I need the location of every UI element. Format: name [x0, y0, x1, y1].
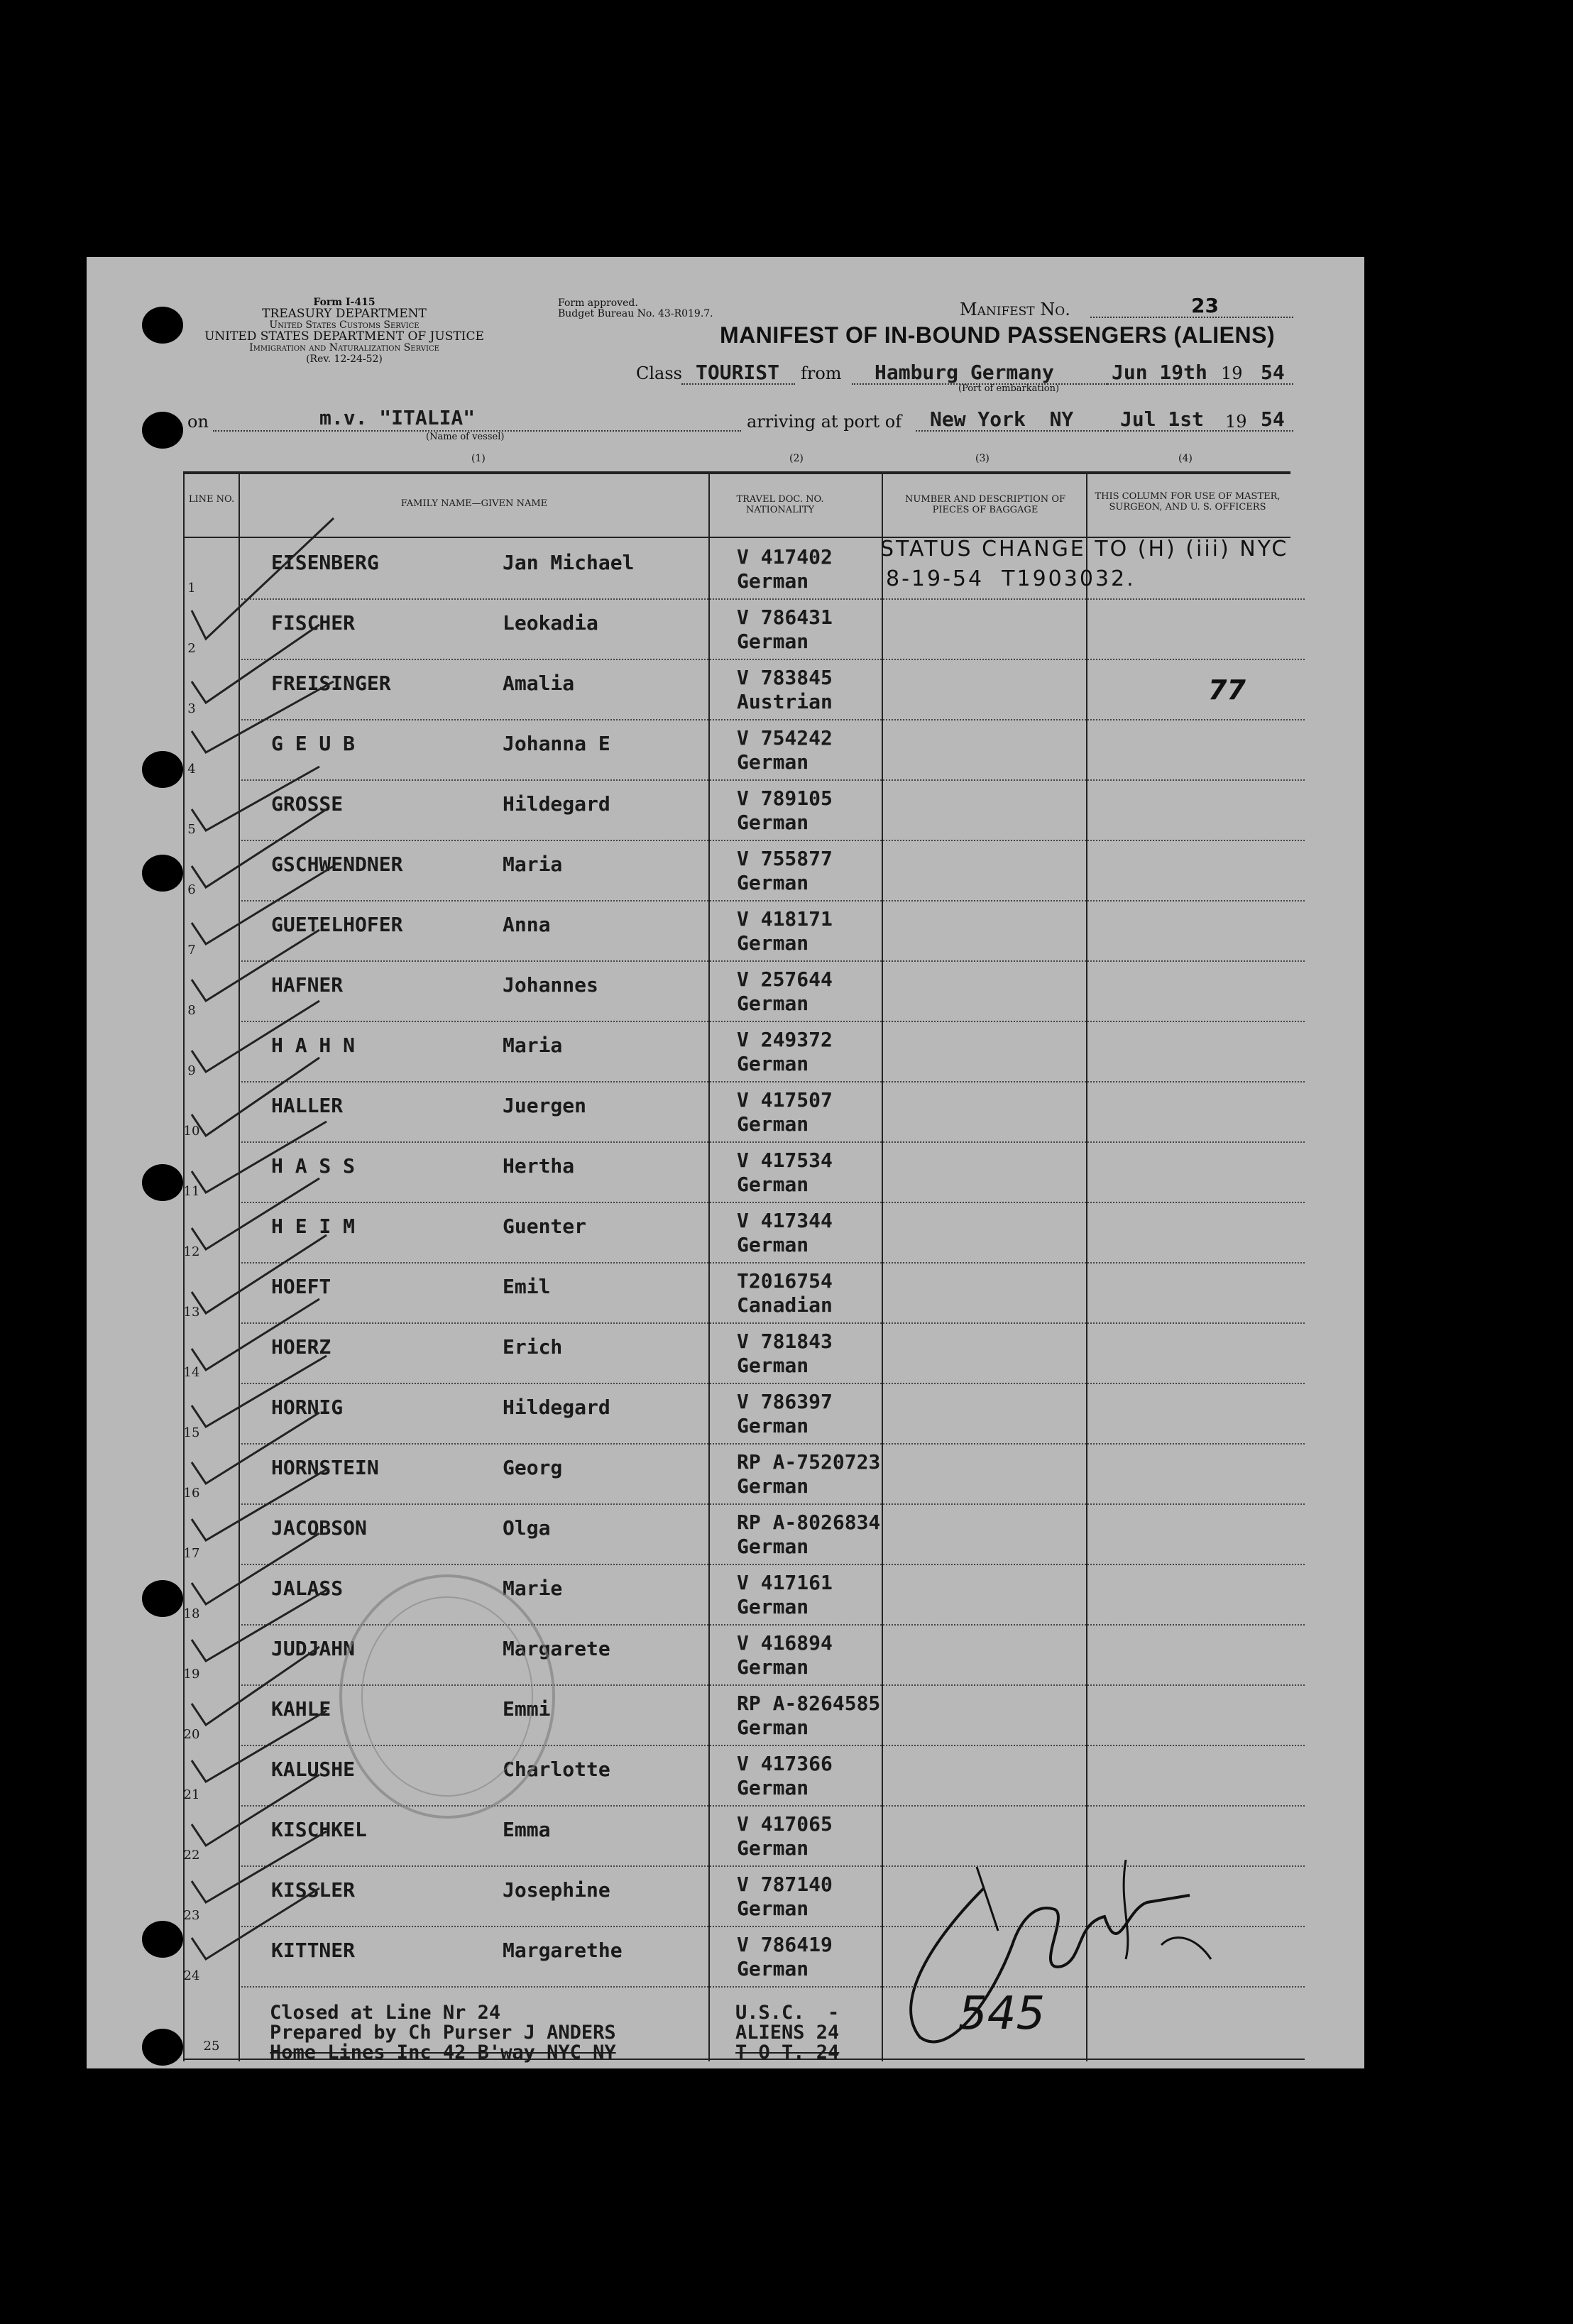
- line-number: 3: [187, 701, 196, 716]
- nationality: German: [737, 1595, 809, 1618]
- nationality: German: [737, 1776, 809, 1799]
- given-name: Marie: [503, 1577, 563, 1600]
- nationality: German: [737, 1716, 809, 1739]
- agency-justice-sub: Immigration and Naturalization Service: [249, 342, 439, 353]
- given-name: Leokadia: [503, 611, 598, 635]
- line-number: 25: [203, 2039, 220, 2054]
- family-name: KALUSHE: [271, 1758, 356, 1781]
- family-name: FREISINGER: [271, 672, 391, 695]
- given-name: Maria: [503, 853, 563, 876]
- family-name: HORNSTEIN: [271, 1456, 379, 1479]
- nationality: German: [737, 1112, 809, 1136]
- given-name: Margarete: [503, 1637, 610, 1660]
- line-number: 24: [183, 1968, 200, 1983]
- given-name: Olga: [503, 1516, 551, 1540]
- line-number: 16: [183, 1486, 200, 1501]
- arrival-date: Jul 1st: [1120, 407, 1205, 431]
- check-marks: [177, 511, 390, 2002]
- nationality: German: [737, 871, 809, 894]
- nationality: German: [737, 1233, 809, 1256]
- line-number: 14: [183, 1365, 200, 1380]
- arrival-port-line: [916, 430, 1107, 432]
- travel-doc-number: RP A-8026834: [737, 1511, 881, 1534]
- family-name: HORNIG: [271, 1396, 344, 1419]
- nationality: German: [737, 1414, 809, 1437]
- given-name: Emil: [503, 1275, 551, 1298]
- line-number: 11: [183, 1184, 200, 1199]
- col3-number: (3): [975, 453, 990, 464]
- given-name: Erich: [503, 1335, 563, 1359]
- travel-doc-number: V 786431: [737, 605, 833, 629]
- year-prefix-from: 19: [1221, 363, 1243, 383]
- travel-doc-number: RP A-8264585: [737, 1692, 881, 1715]
- given-name: Maria: [503, 1034, 563, 1057]
- given-name: Juergen: [503, 1094, 587, 1117]
- nationality: German: [737, 1655, 809, 1679]
- binder-hole: [142, 2029, 183, 2066]
- aliens-total: ALIENS 24: [735, 2022, 840, 2044]
- header-name: FAMILY NAME—GIVEN NAME: [400, 498, 548, 509]
- family-name: JUDJAHN: [271, 1637, 356, 1660]
- total-count: T O T. 24: [735, 2041, 840, 2063]
- family-name: H A H N: [271, 1034, 356, 1057]
- line-number: 19: [183, 1667, 200, 1682]
- header-line-no: LINE NO.: [188, 494, 235, 505]
- nationality: German: [737, 1836, 809, 1860]
- given-name: Hertha: [503, 1154, 575, 1178]
- family-name: FISCHER: [271, 611, 356, 635]
- class-label: Class: [636, 363, 682, 383]
- line-number: 9: [187, 1063, 196, 1078]
- status-change-note: STATUS CHANGE TO (H) (iii) NYC: [880, 537, 1289, 561]
- given-name: Jan Michael: [503, 551, 635, 574]
- line-number: 12: [183, 1244, 200, 1259]
- vessel-caption: (Name of vessel): [426, 432, 505, 442]
- given-name: Hildegard: [503, 1396, 610, 1419]
- given-name: Emma: [503, 1818, 551, 1841]
- given-name: Amalia: [503, 672, 575, 695]
- given-name: Josephine: [503, 1878, 610, 1902]
- family-name: KAHLE: [271, 1697, 331, 1721]
- given-name: Charlotte: [503, 1758, 610, 1781]
- nationality: German: [737, 1535, 809, 1558]
- shipping-line: Home Lines Inc 42 B'way NYC NY: [270, 2041, 616, 2063]
- line-number: 6: [187, 882, 196, 897]
- nationality: German: [737, 1474, 809, 1498]
- travel-doc-number: V 249372: [737, 1028, 833, 1051]
- agency-justice: UNITED STATES DEPARTMENT OF JUSTICE: [204, 329, 484, 344]
- form-approval: [558, 298, 713, 319]
- table-top-rule: [183, 471, 1290, 474]
- given-name: Emmi: [503, 1697, 551, 1721]
- travel-doc-number: V 787140: [737, 1873, 833, 1896]
- travel-doc-number: RP A-7520723: [737, 1450, 881, 1474]
- family-name: HOEFT: [271, 1275, 331, 1298]
- port-embarkation-caption: (Port of embarkation): [958, 383, 1060, 394]
- budget-bureau: Budget Bureau No. 43-R019.7.: [558, 308, 713, 319]
- nationality: German: [737, 1957, 809, 1980]
- travel-doc-number: V 417534: [737, 1149, 833, 1172]
- prepared-by: Prepared by Ch Purser J ANDERS: [270, 2022, 616, 2044]
- family-name: KISCHKEL: [271, 1818, 367, 1841]
- travel-doc-number: V 417366: [737, 1752, 833, 1775]
- page-title: MANIFEST OF IN-BOUND PASSENGERS (ALIENS): [720, 322, 1276, 348]
- binder-hole: [142, 412, 183, 449]
- officer-signature: [892, 1860, 1218, 2073]
- nationality: German: [737, 1354, 809, 1377]
- travel-doc-number: V 786419: [737, 1933, 833, 1956]
- line-number: 5: [187, 822, 196, 837]
- travel-doc-number: V 417161: [737, 1571, 833, 1594]
- line-number: 20: [183, 1727, 200, 1742]
- family-name: GUETELHOFER: [271, 913, 403, 936]
- manifest-number: 23: [1191, 294, 1219, 317]
- nationality: German: [737, 750, 809, 774]
- on-label: on: [187, 412, 209, 432]
- travel-doc-number: V 786397: [737, 1390, 833, 1413]
- nationality: German: [737, 931, 809, 955]
- col4-number: (4): [1178, 453, 1193, 464]
- approval-text: Form approved.: [558, 297, 638, 309]
- given-name: Anna: [503, 913, 551, 936]
- nationality: German: [737, 1897, 809, 1920]
- line-number: 13: [183, 1305, 200, 1320]
- travel-doc-number: T2016754: [737, 1269, 833, 1293]
- travel-doc-number: V 417065: [737, 1812, 833, 1836]
- row3-mark: 77: [1208, 674, 1246, 706]
- class-value: TOURIST: [696, 361, 780, 384]
- line-number: 23: [183, 1908, 200, 1923]
- line-number: 18: [183, 1606, 200, 1621]
- nationality: Canadian: [737, 1293, 833, 1317]
- header-officers: THIS COLUMN FOR USE OF MASTER, SURGEON, AND U. S. OFFICERS: [1095, 491, 1281, 513]
- signature-number: 545: [958, 1988, 1046, 2040]
- from-value: Hamburg Germany: [875, 361, 1054, 384]
- line-number: 4: [187, 762, 196, 777]
- line-number: 17: [183, 1546, 200, 1561]
- family-name: HOERZ: [271, 1335, 331, 1359]
- form-revision: (Rev. 12-24-52): [306, 353, 383, 365]
- arrival-port: New York NY: [930, 407, 1074, 431]
- header-baggage: NUMBER AND DESCRIPTION OF PIECES OF BAGGAGE: [904, 494, 1065, 515]
- date-line-from: [1107, 383, 1293, 385]
- travel-doc-number: V 789105: [737, 786, 833, 810]
- line-number: 2: [187, 641, 196, 656]
- from-label: from: [801, 363, 842, 383]
- arrival-date-line: [1107, 430, 1293, 432]
- given-name: Guenter: [503, 1215, 587, 1238]
- travel-doc-number: V 754242: [737, 726, 833, 750]
- nationality: Austrian: [737, 690, 833, 713]
- given-name: Hildegard: [503, 792, 610, 816]
- col1-number: (1): [471, 453, 486, 464]
- travel-doc-number: V 257644: [737, 968, 833, 991]
- family-name: JACOBSON: [271, 1516, 367, 1540]
- manifest-number-label: Manifest No.: [960, 300, 1070, 319]
- family-name: H A S S: [271, 1154, 356, 1178]
- nationality: German: [737, 569, 809, 593]
- family-name: HALLER: [271, 1094, 344, 1117]
- line-number: 8: [187, 1003, 196, 1018]
- nationality: German: [737, 1052, 809, 1075]
- travel-doc-number: V 416894: [737, 1631, 833, 1655]
- travel-doc-number: V 417344: [737, 1209, 833, 1232]
- departure-date: Jun 19th: [1112, 361, 1207, 384]
- arriving-label: arriving at port of: [747, 412, 902, 432]
- travel-doc-number: V 417507: [737, 1088, 833, 1112]
- vessel-name: m.v. "ITALIA": [319, 406, 476, 429]
- given-name: Johanna E: [503, 732, 610, 755]
- closed-at-line: Closed at Line Nr 24: [270, 2002, 501, 2024]
- family-name: KISSLER: [271, 1878, 356, 1902]
- line-number: 15: [183, 1425, 200, 1440]
- line-number: 21: [183, 1787, 200, 1802]
- col2-number: (2): [789, 453, 804, 464]
- family-name: GROSSE: [271, 792, 344, 816]
- class-line: [681, 383, 795, 385]
- status-change-date: 8-19-54 T1903032.: [886, 566, 1136, 591]
- nationality: German: [737, 811, 809, 834]
- agency-treasury: TREASURY DEPARTMENT: [262, 307, 427, 321]
- line-number: 22: [183, 1848, 200, 1863]
- given-name: Johannes: [503, 973, 598, 997]
- header-travel-doc: TRAVEL DOC. NO. NATIONALITY: [736, 494, 824, 515]
- travel-doc-number: V 781843: [737, 1330, 833, 1353]
- family-name: EISENBERG: [271, 551, 379, 574]
- travel-doc-number: V 783845: [737, 666, 833, 689]
- given-name: Georg: [503, 1456, 563, 1479]
- arrival-year: 54: [1261, 407, 1285, 431]
- line-number: 1: [187, 581, 196, 596]
- family-name: GSCHWENDNER: [271, 853, 403, 876]
- line-number: 7: [187, 943, 196, 958]
- usc-total: U.S.C. -: [735, 2002, 840, 2024]
- nationality: German: [737, 1173, 809, 1196]
- given-name: Margarethe: [503, 1939, 623, 1962]
- nationality: German: [737, 992, 809, 1015]
- family-name: G E U B: [271, 732, 356, 755]
- form-number: Form I-415: [313, 297, 376, 308]
- family-name: KITTNER: [271, 1939, 356, 1962]
- departure-year: 54: [1261, 361, 1285, 384]
- family-name: HAFNER: [271, 973, 344, 997]
- travel-doc-number: V 755877: [737, 847, 833, 870]
- agency-treasury-sub: United States Customs Service: [269, 319, 420, 331]
- year-prefix-to: 19: [1225, 412, 1247, 432]
- family-name: H E I M: [271, 1215, 356, 1238]
- form-header-agencies: [177, 297, 511, 365]
- travel-doc-number: V 417402: [737, 545, 833, 569]
- travel-doc-number: V 418171: [737, 907, 833, 931]
- nationality: German: [737, 630, 809, 653]
- line-number: 10: [183, 1124, 200, 1139]
- family-name: JALASS: [271, 1577, 344, 1600]
